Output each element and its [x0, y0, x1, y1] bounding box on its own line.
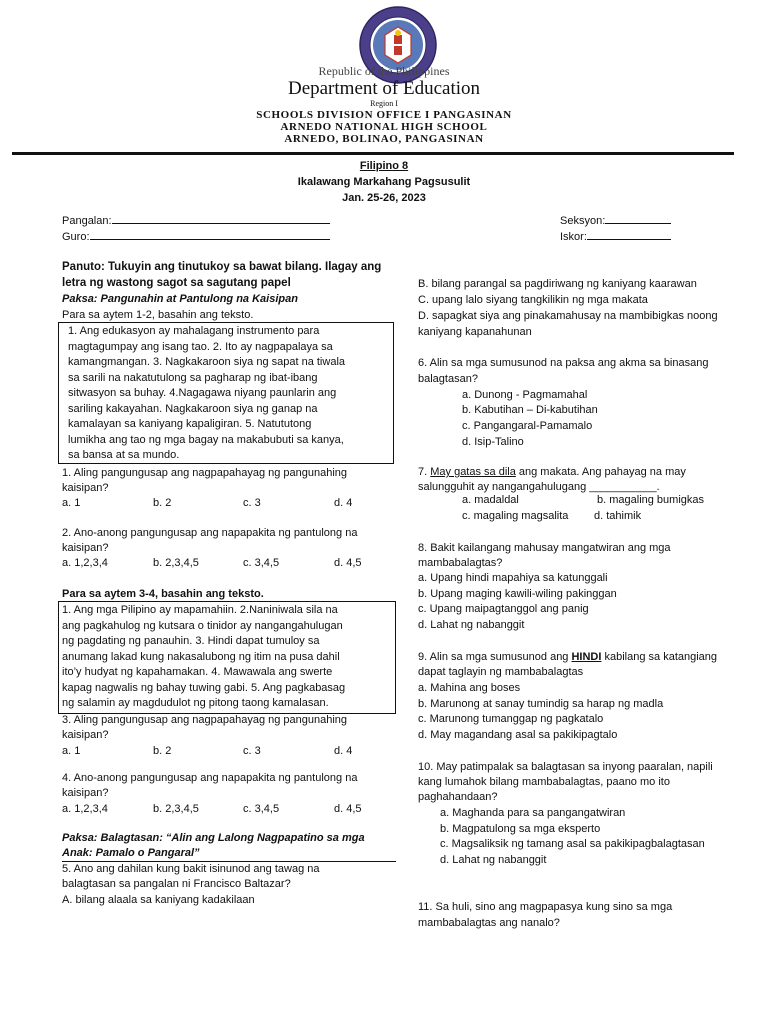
q8-option-a[interactable]: a. Upang hindi mapahiya sa katunggali	[418, 572, 608, 584]
box2-line: ito’y hudyat ng kapahamakan. 4. Mawawala ang swerte	[62, 666, 333, 678]
q6-option-b[interactable]: b. Kabutihan – Di-kabutihan	[462, 404, 598, 416]
question-9-cont: dapat taglayin ng mambabalagtas	[418, 666, 584, 678]
box2-line: anumang lakad kung nakasalubong ng itim na pusa dahil	[62, 650, 340, 663]
q8-option-b[interactable]: b. Upang maging kawili-wiling pakinggan	[418, 588, 617, 600]
box1-line: kamalayan sa kaniyang kapaligiran. 5. Natututong	[68, 418, 312, 430]
name-field[interactable]	[62, 214, 342, 230]
question-10-cont: kang lumahok bilang mambabalagtas, paano mo ito	[418, 776, 670, 788]
q5-option-b[interactable]: B. bilang parangal sa pagdiriwang ng kaniyang kaarawan	[418, 278, 697, 290]
name-label: Pangalan:	[62, 215, 112, 227]
box2-line: ng pagdating ng panauhin. 3. Hindi dapat tumuloy sa	[62, 635, 320, 647]
division-line: SCHOOLS DIVISION OFFICE I PANGASINAN	[256, 109, 512, 121]
q1-option-c[interactable]: c. 3	[243, 497, 261, 509]
question-8-cont: mambabalagtas?	[418, 557, 503, 569]
region-line: Region I	[370, 99, 398, 108]
q10-option-a[interactable]: a. Maghanda para sa pangangatwiran	[440, 807, 626, 819]
para-1-2: Para sa aytem 1-2, basahin ang teksto.	[62, 309, 254, 321]
q4-option-c[interactable]: c. 3,4,5	[243, 803, 280, 815]
box1-line: 1. Ang edukasyon ay mahalagang instrumento para	[68, 325, 320, 337]
q2-option-b[interactable]: b. 2,3,4,5	[153, 557, 199, 569]
question-9: 9. Alin sa mga sumusunod ang HINDI kabilang sa katangiang	[418, 651, 718, 663]
q3-option-a[interactable]: a. 1	[62, 745, 81, 757]
instruction-line-2: letra ng wastong sagot sa sagutang papel	[62, 277, 291, 289]
q5-option-d[interactable]: D. sapagkat siya ang pinakamahusay na mambibigkas noong	[418, 310, 718, 322]
school-line: ARNEDO NATIONAL HIGH SCHOOL	[280, 121, 488, 133]
paksa-heading-2-cont: Anak: Pamalo o Pangaral”	[62, 847, 200, 859]
question-4-cont: kaisipan?	[62, 787, 109, 799]
department-title: Department of Education	[287, 78, 481, 99]
question-2: 2. Ano-anong pangungusap ang napapakita ng pantulong na	[62, 527, 358, 539]
box2-line: ang pagkahulog ng kutsara o tinidor ay nangangahulugan	[62, 619, 343, 632]
q7-option-b[interactable]: b. magaling bumigkas	[597, 494, 705, 506]
box1-line: sariling kakayahan. Nagkakaroon siya ng ganap na	[68, 402, 318, 415]
box2-line: ng salamin ay magdudulot ng pitong taong kamalasan.	[62, 697, 329, 709]
q1-option-b[interactable]: b. 2	[153, 497, 172, 509]
score-label: Iskor:	[560, 231, 587, 243]
q7-option-c[interactable]: c. magaling magsalita	[462, 510, 569, 522]
question-5-cont: balagtasan sa pangalan ni Francisco Baltazar?	[62, 878, 291, 890]
q7-option-a[interactable]: a. madaldal	[462, 494, 519, 506]
box1-line: kamangmangan. 3. Nagkakaroon siya ng sapat na tiwala	[68, 356, 346, 368]
q6-option-a[interactable]: a. Dunong - Pagmamahal	[462, 389, 588, 401]
republic-line: Republic of the Philippines	[318, 64, 450, 78]
question-4: 4. Ano-anong pangungusap ang napapakita ng pantulong na	[62, 772, 358, 784]
box1-line: lumikha ang tao ng mga bagay na makabubuti sa kanya,	[68, 433, 344, 446]
question-7: 7. May gatas sa dila ang makata. Ang pahayag na may	[418, 466, 686, 478]
q5-option-c[interactable]: C. upang lalo siyang tangkilikin ng mga makata	[418, 294, 648, 306]
q6-option-c[interactable]: c. Pangangaral-Pamamalo	[462, 420, 593, 432]
question-6-cont: balagtasan?	[418, 373, 478, 385]
question-7-cont: salungguhit ay nangangahulugang ___________.	[418, 481, 660, 493]
section-label: Seksyon:	[560, 215, 606, 227]
question-3: 3. Aling pangungusap ang nagpapahayag ng pangunahing	[62, 714, 348, 726]
q6-option-d[interactable]: d. Isip-Talino	[462, 436, 524, 448]
instruction-line-1: Panuto: Tukuyin ang tinutukoy sa bawat bilang. Ilagay ang	[62, 261, 382, 273]
question-6: 6. Alin sa mga sumusunod na paksa ang akma sa binasang	[418, 357, 709, 369]
question-11-cont: mambabalagtas ang nanalo?	[418, 917, 560, 929]
box1-line: sa bansa at sa mundo.	[68, 449, 180, 461]
q9-option-d[interactable]: d. May magandang asal sa pakikipagtalo	[418, 729, 618, 741]
box1-line: sitwasyon sa buhay. 4.Nagagawa niyang paunlarin ang	[68, 387, 337, 399]
reading-box-1	[58, 322, 394, 464]
exam-date: Jan. 25-26, 2023	[342, 192, 426, 204]
paksa-heading-1: Paksa: Pangunahin at Pantulong na Kaisipan	[62, 293, 298, 305]
question-2-cont: kaisipan?	[62, 542, 109, 554]
q7-option-d[interactable]: d. tahimik	[594, 510, 642, 522]
q3-option-d[interactable]: d. 4	[334, 745, 353, 757]
exam-title: Ikalawang Markahang Pagsusulit	[297, 176, 471, 188]
q2-option-d[interactable]: d. 4,5	[334, 557, 362, 569]
header-divider	[12, 152, 734, 155]
box2-line: 1. Ang mga Pilipino ay mapamahiin. 2.Naniniwala sila na	[62, 604, 338, 616]
q1-option-a[interactable]: a. 1	[62, 497, 81, 509]
q5-option-d-cont: kaniyang kapanahunan	[418, 326, 532, 338]
section-field[interactable]	[560, 214, 680, 230]
question-11: 11. Sa huli, sino ang magpapasya kung sino sa mga	[418, 901, 673, 913]
q9-option-b[interactable]: b. Marunong at sanay tumindig sa harap ng madla	[418, 698, 664, 710]
q3-option-b[interactable]: b. 2	[153, 745, 172, 757]
address-line: ARNEDO, BOLINAO, PANGASINAN	[284, 133, 484, 145]
box1-line: magtagumpay ang isang tao. 2. Ito ay nagpapalaya sa	[68, 340, 333, 353]
box1-line: sa sarili na nakatutulong sa pagharap ng ibat-ibang	[68, 371, 318, 384]
question-8: 8. Bakit kailangang mahusay mangatwiran ang mga	[418, 542, 671, 554]
box2-line: kapag nagwalis ng bahay tuwing gabi. 5. Ang pagkabasag	[62, 681, 346, 694]
para-3-4: Para sa aytem 3-4, basahin ang teksto.	[62, 588, 264, 600]
q5-option-a[interactable]: A. bilang alaala sa kaniyang kadakilaan	[62, 894, 255, 906]
q8-option-d[interactable]: d. Lahat ng nabanggit	[418, 619, 525, 631]
question-10-cont-2: paghahandaan?	[418, 791, 498, 803]
teacher-label: Guro:	[62, 231, 90, 243]
paksa-heading-2: Paksa: Balagtasan: “Alin ang Lalong Nagpapatino sa mga	[62, 832, 365, 844]
emphasis-hindi: HINDI	[571, 651, 602, 663]
question-3-cont: kaisipan?	[62, 729, 109, 741]
q4-option-a[interactable]: a. 1,2,3,4	[62, 803, 108, 815]
question-10: 10. May patimpalak sa balagtasan sa inyong paaralan, napili	[418, 761, 713, 773]
question-1-cont: kaisipan?	[62, 482, 109, 494]
reading-box-2	[58, 601, 396, 714]
q3-option-c[interactable]: c. 3	[243, 745, 261, 757]
q2-option-c[interactable]: c. 3,4,5	[243, 557, 280, 569]
q10-option-b[interactable]: b. Magpatulong sa mga eksperto	[440, 823, 601, 835]
teacher-field[interactable]	[62, 230, 342, 246]
q9-option-a[interactable]: a. Mahina ang boses	[418, 682, 521, 694]
q8-option-c[interactable]: c. Upang maipagtanggol ang panig	[418, 603, 589, 615]
underlined-phrase: May gatas sa dila	[430, 466, 516, 478]
q4-option-b[interactable]: b. 2,3,4,5	[153, 803, 199, 815]
q10-option-c[interactable]: c. Magsaliksik ng tamang asal sa pakikipagbalagtasan	[440, 838, 705, 850]
question-1: 1. Aling pangungusap ang nagpapahayag ng pangunahing	[62, 467, 348, 479]
q9-option-c[interactable]: c. Marunong tumanggap ng pagkatalo	[418, 713, 604, 725]
exam-subject: Filipino 8	[359, 160, 409, 172]
q1-option-d[interactable]: d. 4	[334, 497, 353, 509]
q4-option-d[interactable]: d. 4,5	[334, 803, 362, 815]
q10-option-d[interactable]: d. Lahat ng nabanggit	[440, 854, 547, 866]
question-5: 5. Ano ang dahilan kung bakit isinunod ang tawag na	[62, 863, 320, 875]
q2-option-a[interactable]: a. 1,2,3,4	[62, 557, 108, 569]
score-field[interactable]	[560, 230, 680, 246]
